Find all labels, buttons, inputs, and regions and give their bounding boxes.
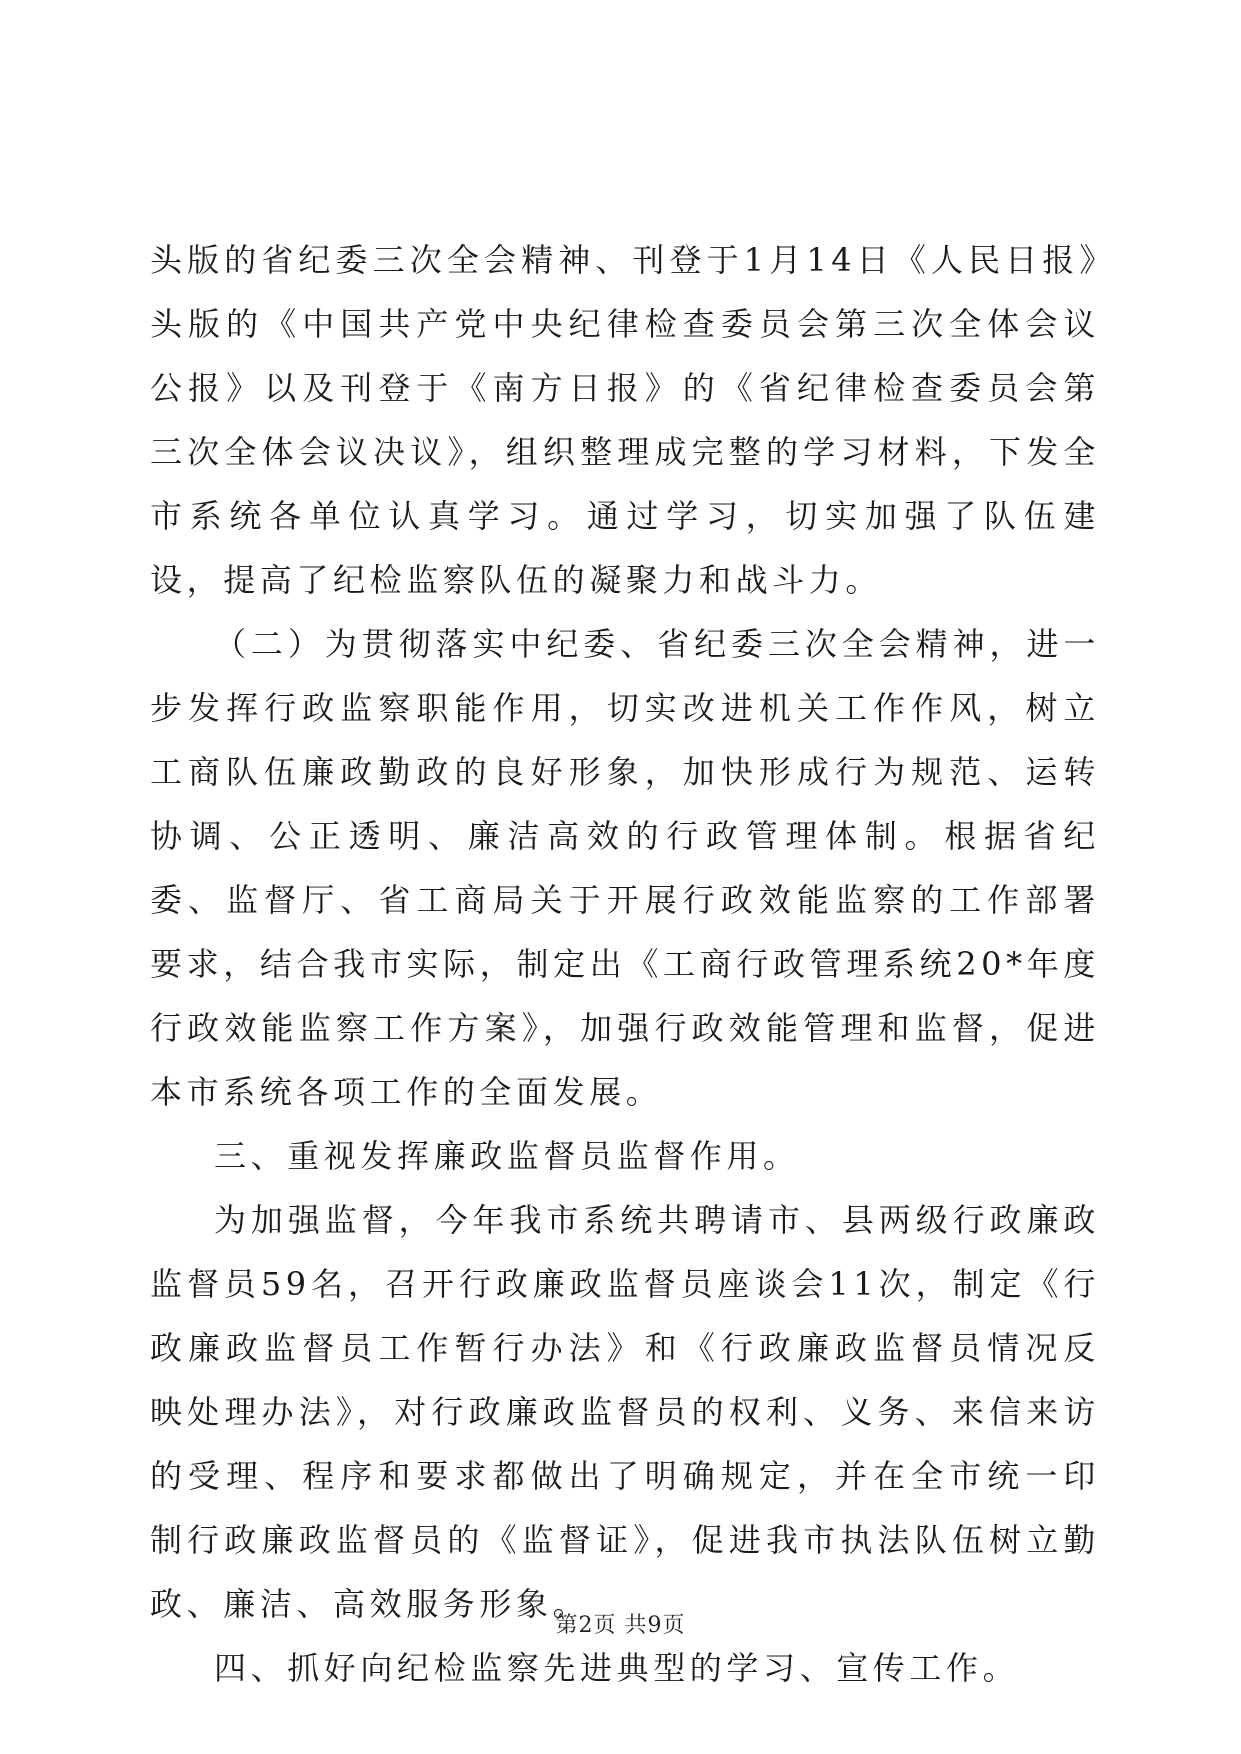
paragraph-supervisors: 为加强监督，今年我市系统共聘请市、县两级行政廉政监督员59名，召开行政廉政监督员座谈会11次，制定《行政廉政监督员工作暂行办法》和《行政廉政监督员情况反映处理办法》，对行政廉政监督员的权利、义务、来信来访的受理、程序和要求都做出了明确规定，并在全市统一印制行政廉政监督员的《监督证》，促进我市执法队伍树立勤政、廉洁、高效服务形象。 — [150, 1201, 1100, 1623]
heading-section-3: 三、重视发挥廉政监督员监督作用。 — [214, 1137, 800, 1175]
heading-section-4: 四、抓好向纪检监察先进典型的学习、宣传工作。 — [214, 1649, 1020, 1687]
paragraph-continued: 头版的省纪委三次全会精神、刊登于1月14日《人民日报》头版的《中国共产党中央纪律检查委员会第三次全体会议公报》以及刊登于《南方日报》的《省纪律检查委员会第三次全体会议决议》，组织整理成完整的学习材料，下发全市系统各单位认真学习。通过学习，切实加强了队伍建设，提高了纪检监察队伍的凝聚力和战斗力。 — [150, 241, 1100, 599]
page-number-footer: 第2页 共9页 — [555, 1613, 686, 1638]
document-body — [150, 228, 1100, 1700]
paragraph-section-2: （二）为贯彻落实中纪委、省纪委三次全会精神，进一步发挥行政监察职能作用，切实改进机关工作作风，树立工商队伍廉政勤政的良好形象，加快形成行为规范、运转协调、公正透明、廉洁高效的行政管理体制。根据省纪委、监督厅、省工商局关于开展行政效能监察的工作部署要求，结合我市实际，制定出《工商行政管理系统20*年度行政效能监察工作方案》，加强行政效能管理和监督，促进本市系统各项工作的全面发展。 — [150, 625, 1100, 1111]
